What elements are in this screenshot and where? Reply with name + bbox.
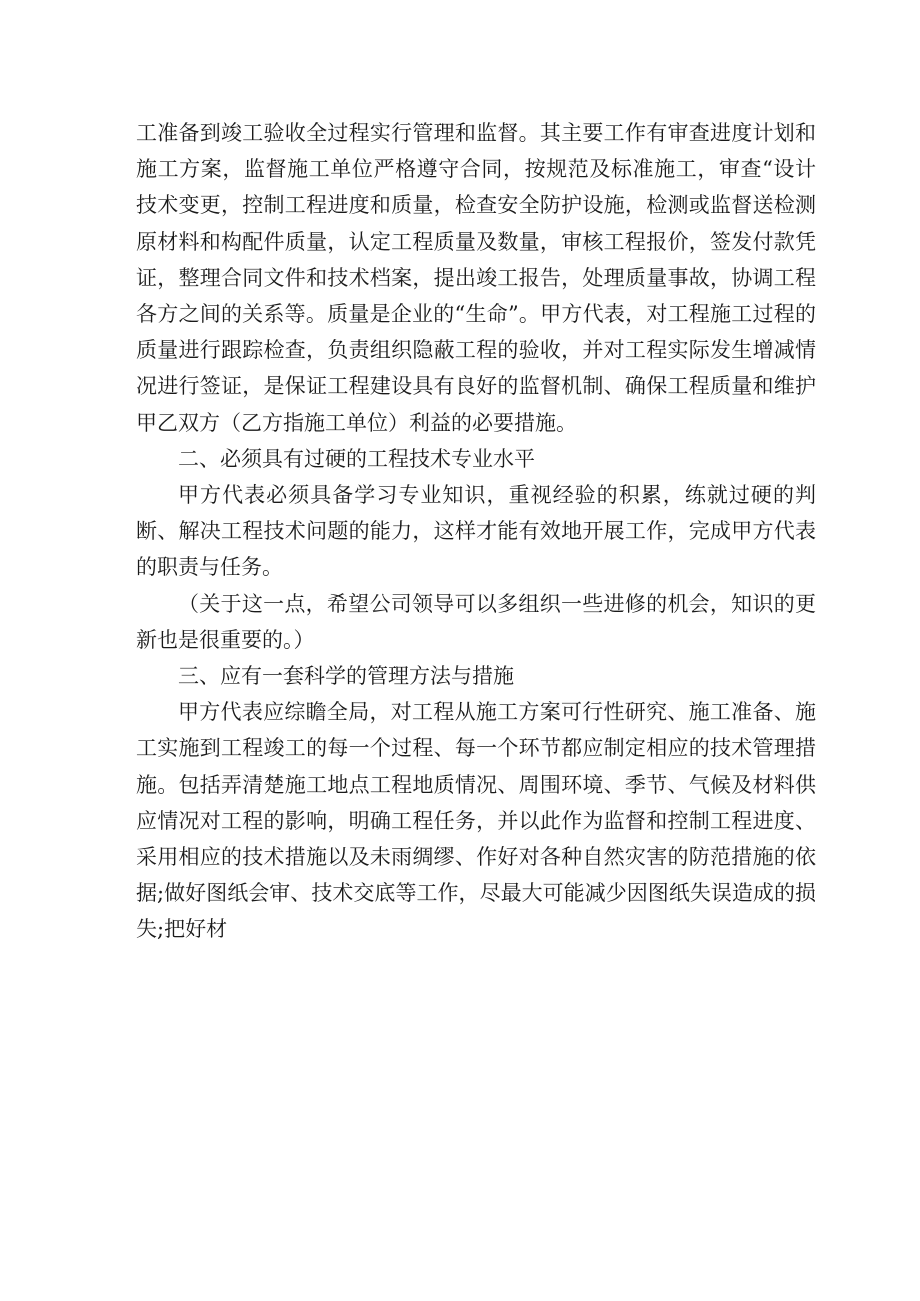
section-heading-3: 三、应有一套科学的管理方法与措施 xyxy=(178,664,514,689)
paragraph-continuation: 工准备到竣工验收全过程实行管理和监督。其主要工作有审查进度计划和施工方案，监督施工单位严格遵守合同，按规范及标准施工，审查“设计技术变更，控制工程进度和质量，检查安全防护设施，检测或监督送检测原材料和构配件质量，认定工程质量及数量，审核工程报价，签发付款凭证，整理合同文件和技术档案，提出竣工报告，处理质量事故，协调工程各方之间的关系等。质量是企业的“生命”。甲方代表，对工程施工过程的质量进行跟踪检查，负责组织隐蔽工程的验收，并对工程实际发生增减情况进行签证，是保证工程建设具有良好的监督机制、确保工程质量和维护甲乙双方（乙方指施工单位）利益的必要措施。 xyxy=(136,121,816,435)
paragraph-section-2: 甲方代表必须具备学习专业知识，重视经验的积累，练就过硬的判断、解决工程技术问题的能力，这样才能有效地开展工作，完成甲方代表的职责与任务。 xyxy=(136,483,816,580)
paragraph-section-3: 甲方代表应综瞻全局，对工程从施工方案可行性研究、施工准备、施工实施到工程竣工的每一个过程、每一个环节都应制定相应的技术管理措施。包括弄清楚施工地点工程地质情况、周围环境、季节、气候及材料供应情况对工程的影响，明确工程任务，并以此作为监督和控制工程进度、采用相应的技术措施以及未雨绸缪、作好对各种自然灾害的防范措施的依据;做好图纸会审、技术交底等工作，尽最大可能减少因图纸失误造成的损失;把好材 xyxy=(136,700,816,942)
paragraph-note: （关于这一点，希望公司领导可以多组织一些进修的机会，知识的更新也是很重要的。） xyxy=(136,591,816,652)
document-body xyxy=(136,115,816,948)
section-heading-2: 二、必须具有过硬的工程技术专业水平 xyxy=(178,446,535,471)
